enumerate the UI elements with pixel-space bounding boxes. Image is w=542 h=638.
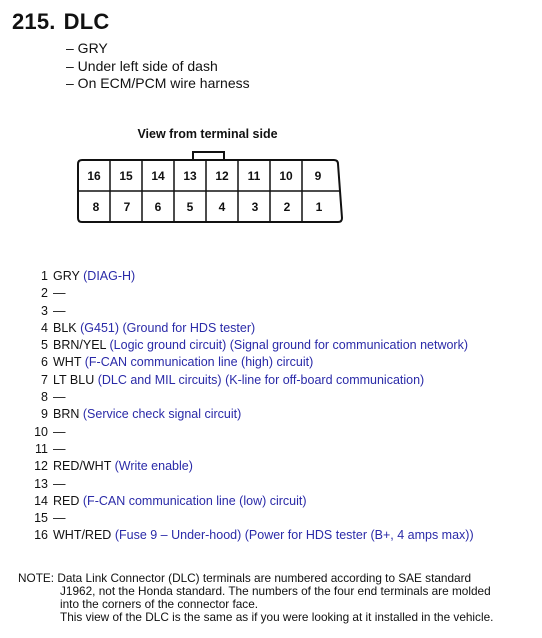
wire-color: LT BLU bbox=[53, 372, 95, 387]
pin-description: (F-CAN communication line (low) circuit) bbox=[82, 493, 307, 508]
pin-row bbox=[18, 268, 474, 285]
pin-number: 4 bbox=[41, 320, 48, 335]
pin-number: 8 bbox=[41, 390, 48, 405]
pin-description: (DIAG-H) bbox=[83, 269, 136, 283]
terminal-12: 12 bbox=[215, 169, 229, 183]
wire-color: WHT bbox=[53, 355, 82, 370]
wire-color: BLK bbox=[53, 320, 77, 335]
pin-number: 1 bbox=[41, 269, 48, 283]
pin-row bbox=[18, 424, 474, 441]
pin-row bbox=[18, 372, 474, 389]
wire-color: — bbox=[53, 286, 66, 301]
wire-color: BRN/YEL bbox=[53, 338, 107, 353]
pin-number: 14 bbox=[34, 493, 48, 508]
pin-description: (Service check signal circuit) bbox=[82, 407, 242, 422]
terminal-2: 2 bbox=[283, 200, 291, 214]
wire-color: GRY bbox=[53, 269, 80, 283]
pin-row bbox=[18, 441, 474, 458]
pin-number: 15 bbox=[34, 511, 48, 526]
section-title bbox=[12, 9, 109, 35]
section-number: 215. bbox=[12, 9, 56, 34]
pin-row bbox=[18, 406, 474, 423]
pin-row bbox=[18, 493, 474, 510]
pin-list bbox=[18, 268, 474, 545]
note-line: This view of the DLC is the same as if you were looking at it installed in the vehicle. bbox=[60, 610, 494, 624]
wire-color: — bbox=[53, 390, 66, 405]
terminal-7: 7 bbox=[123, 200, 131, 214]
pin-row bbox=[18, 458, 474, 475]
terminal-6: 6 bbox=[154, 200, 162, 214]
pin-number: 5 bbox=[41, 338, 48, 353]
note-line: NOTE: Data Link Connector (DLC) terminals are numbered according to SAE standard bbox=[18, 571, 472, 585]
pin-description: (Fuse 9 – Under-hood) (Power for HDS tester (B+, 4 amps max)) bbox=[114, 528, 474, 543]
terminal-4: 4 bbox=[218, 200, 226, 214]
dlc-connector-diagram bbox=[72, 148, 352, 228]
pin-row bbox=[18, 476, 474, 493]
pin-number: 13 bbox=[34, 476, 48, 491]
terminal-14: 14 bbox=[151, 169, 165, 183]
pin-row bbox=[18, 285, 474, 302]
wire-color: — bbox=[53, 424, 66, 439]
wire-color: RED bbox=[53, 493, 80, 508]
wire-color: — bbox=[53, 476, 66, 491]
pin-number: 9 bbox=[41, 407, 48, 422]
pin-row bbox=[18, 320, 474, 337]
pin-row bbox=[18, 303, 474, 320]
pin-description: (G451) (Ground for HDS tester) bbox=[80, 320, 256, 335]
wire-color: BRN bbox=[53, 407, 80, 422]
pin-description: (DLC and MIL circuits) (K-line for off-board communication) bbox=[97, 372, 425, 387]
connector-caption: View from terminal side bbox=[137, 127, 278, 141]
pin-row bbox=[18, 389, 474, 406]
terminal-9: 9 bbox=[314, 169, 322, 183]
note-line: into the corners of the connector face. bbox=[60, 597, 259, 611]
pin-number: 12 bbox=[34, 459, 48, 474]
section-name: DLC bbox=[63, 9, 110, 34]
attribute-harness: – On ECM/PCM wire harness bbox=[66, 75, 250, 91]
connector-latch bbox=[193, 152, 224, 160]
pin-row bbox=[18, 354, 474, 371]
pin-number: 3 bbox=[41, 303, 48, 318]
terminal-13: 13 bbox=[183, 169, 197, 183]
attribute-color: – GRY bbox=[66, 40, 108, 56]
pin-description: (Write enable) bbox=[114, 459, 193, 474]
pin-number: 10 bbox=[34, 424, 48, 439]
pin-number: 11 bbox=[35, 441, 48, 456]
pin-row bbox=[18, 510, 474, 527]
wire-color: — bbox=[53, 441, 66, 456]
terminal-3: 3 bbox=[251, 200, 259, 214]
terminal-8: 8 bbox=[92, 200, 100, 214]
terminal-16: 16 bbox=[87, 169, 101, 183]
terminal-10: 10 bbox=[279, 169, 293, 183]
terminal-5: 5 bbox=[186, 200, 194, 214]
pin-description: (Logic ground circuit) (Signal ground for communication network) bbox=[109, 338, 469, 353]
terminal-15: 15 bbox=[119, 169, 133, 183]
pin-row bbox=[18, 337, 474, 354]
terminal-11: 11 bbox=[247, 169, 261, 183]
note-line: J1962, not the Honda standard. The numbers of the four end terminals are molded bbox=[60, 584, 491, 598]
attribute-location: – Under left side of dash bbox=[66, 57, 218, 74]
note-block bbox=[18, 572, 538, 624]
pin-row bbox=[18, 527, 474, 544]
pin-number: 2 bbox=[41, 286, 48, 301]
wire-color: — bbox=[53, 511, 66, 526]
terminal-1: 1 bbox=[315, 200, 323, 214]
pin-number: 16 bbox=[34, 528, 48, 543]
pin-number: 6 bbox=[41, 355, 48, 370]
wire-color: — bbox=[53, 303, 66, 318]
connector-attributes bbox=[66, 40, 250, 93]
wire-color: WHT/RED bbox=[53, 528, 112, 543]
pin-number: 7 bbox=[41, 372, 48, 387]
pin-description: (F-CAN communication line (high) circuit) bbox=[84, 355, 314, 370]
wire-color: RED/WHT bbox=[53, 459, 112, 474]
